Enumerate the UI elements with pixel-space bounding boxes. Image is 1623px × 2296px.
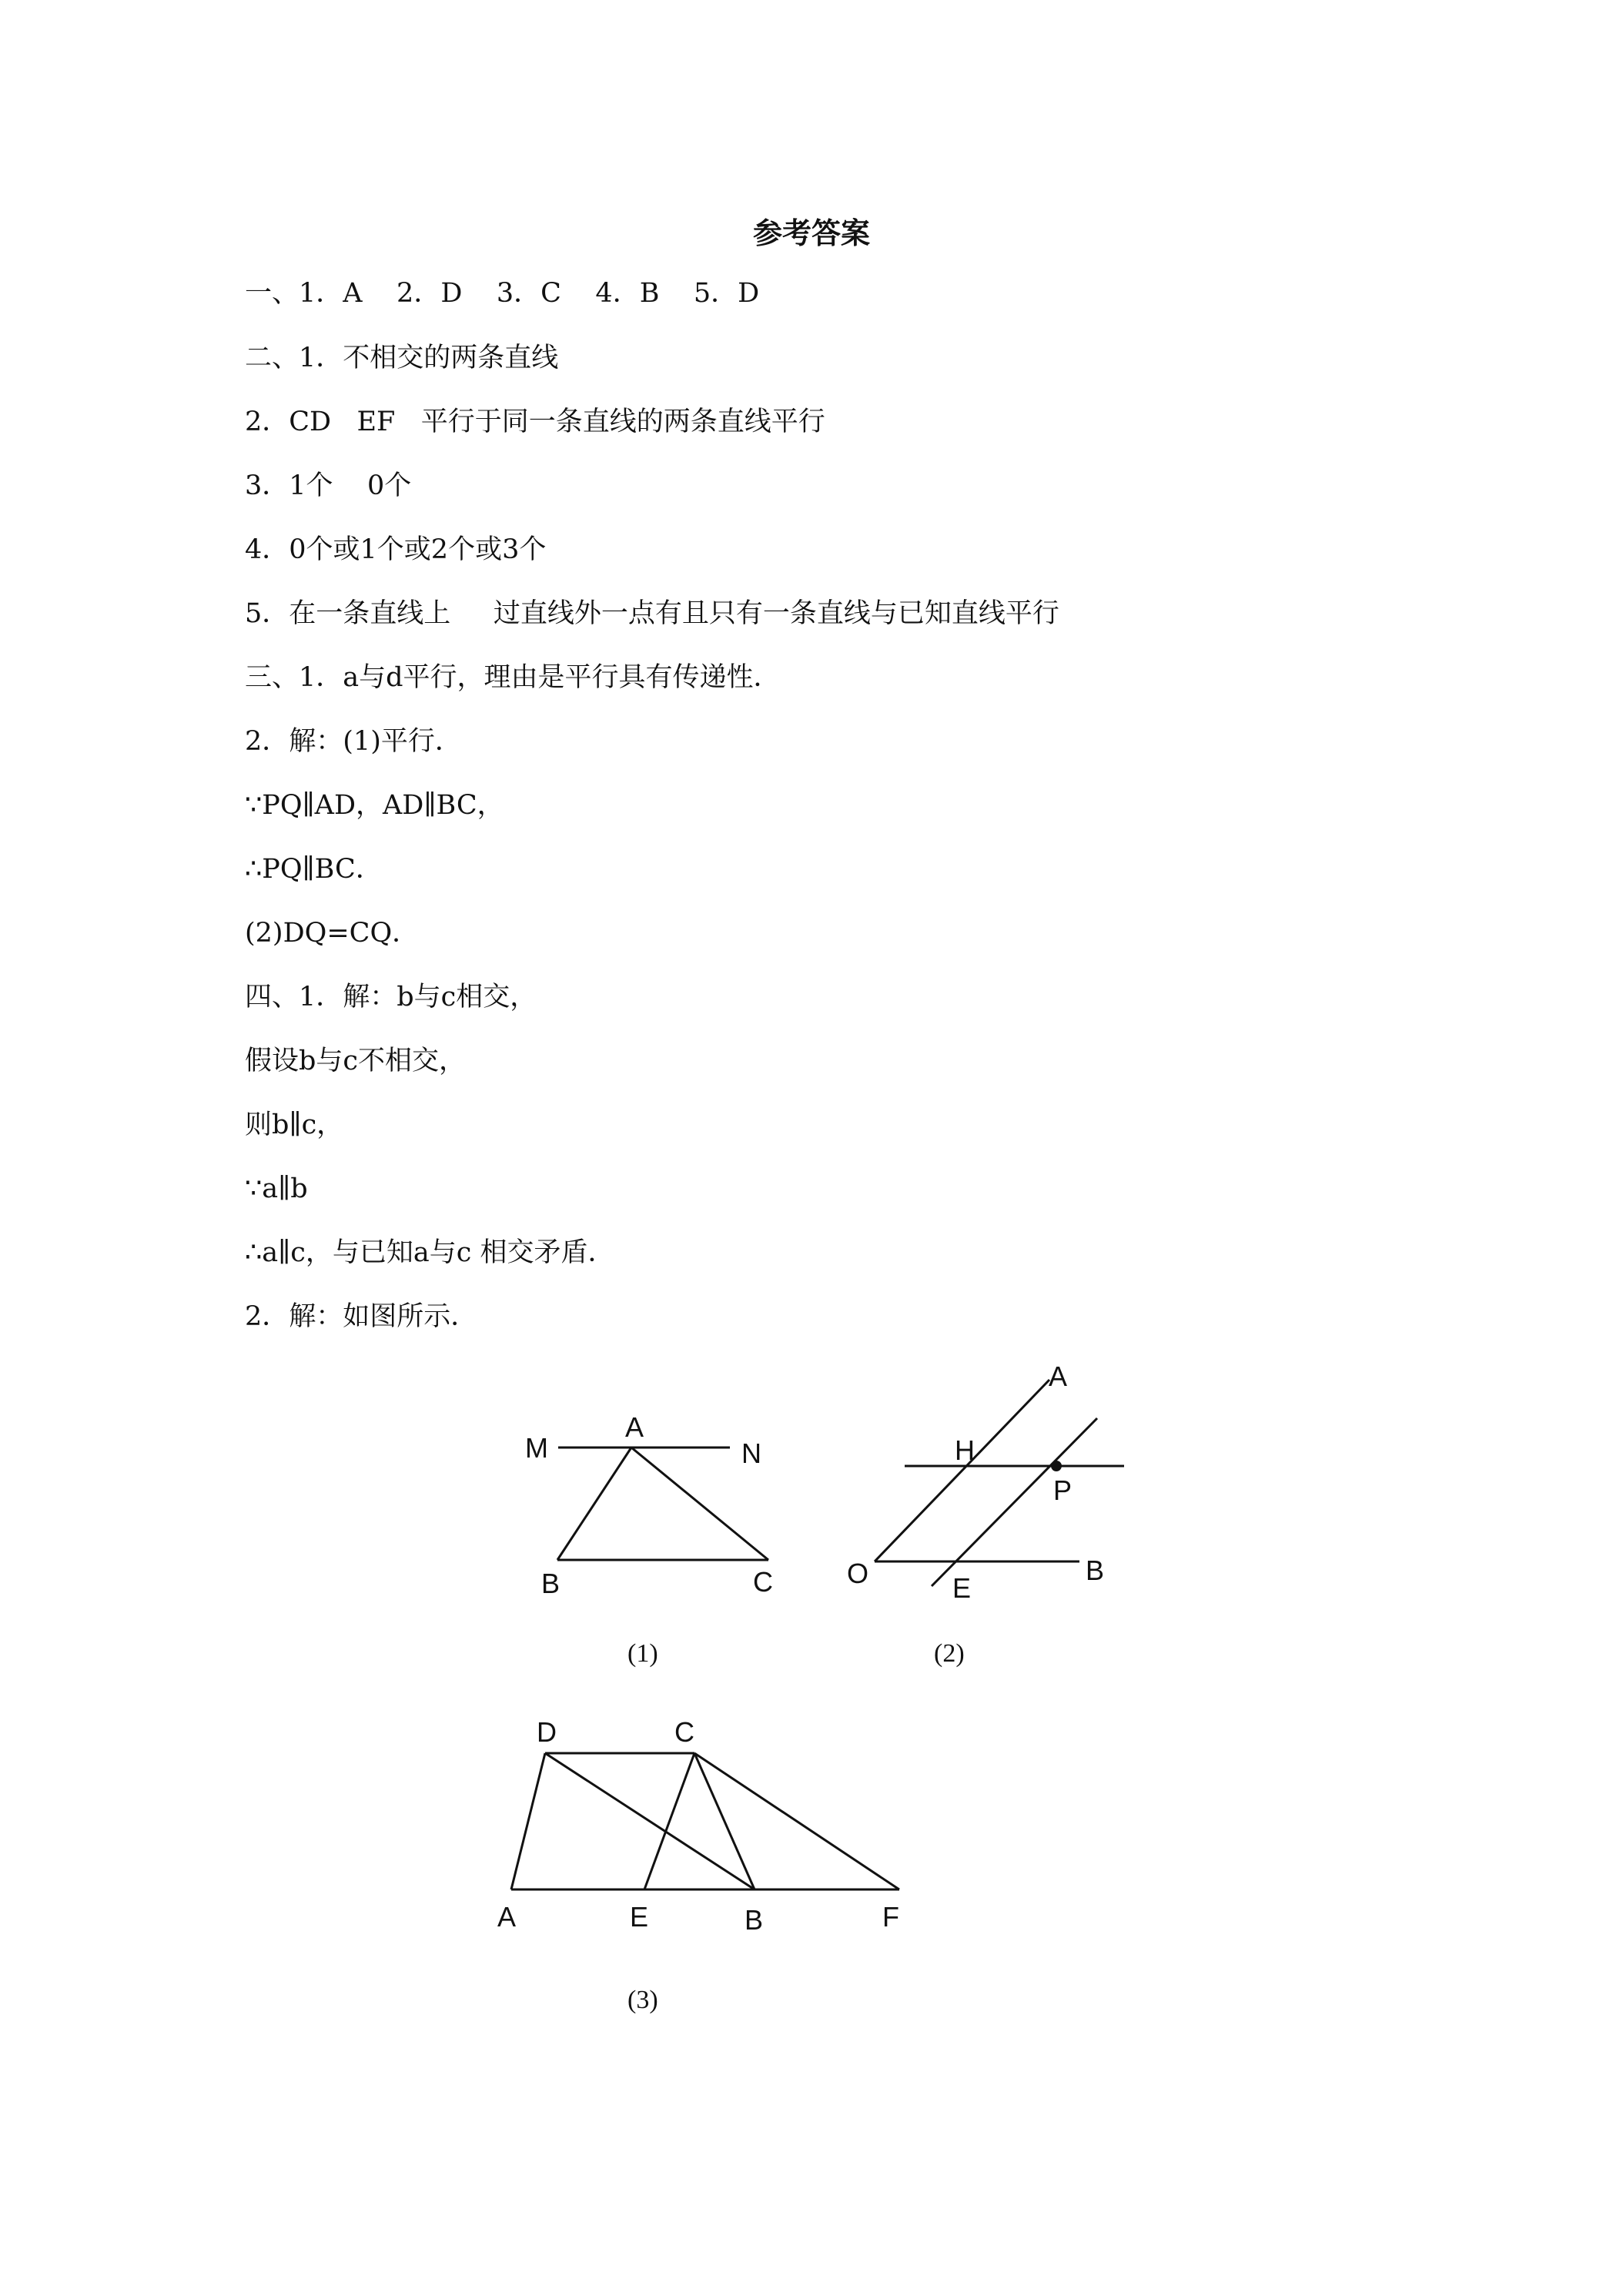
line-OA xyxy=(875,1380,1049,1561)
segment-AD xyxy=(511,1753,545,1889)
figure-1 xyxy=(525,1411,773,1668)
answer-line-15: ∵a∥b xyxy=(245,1173,308,1204)
answer-line-12: 四、1．解：b与c相交， xyxy=(245,982,537,1012)
label-B: B xyxy=(1086,1555,1105,1586)
answer-line-2: 二、1．不相交的两条直线 xyxy=(245,343,559,373)
label-C: C xyxy=(753,1566,773,1598)
answer-line-8: 2．解：(1)平行． xyxy=(245,726,462,757)
answer-line-6: 5．在一条直线上 过直线外一点有且只有一条直线与已知直线平行 xyxy=(245,598,1059,629)
answer-line-3: 2．CD EF 平行于同一条直线的两条直线平行 xyxy=(245,407,825,437)
answer-line-16: ∴a∥c，与已知a与c 相交矛盾． xyxy=(245,1237,615,1268)
answer-line-7: 三、1．a与d平行，理由是平行具有传递性． xyxy=(245,662,781,693)
figure-2 xyxy=(847,1361,1124,1668)
answer-line-1: 一、1．A 2．D 3．C 4．B 5．D xyxy=(245,278,760,309)
label-F: F xyxy=(882,1901,899,1933)
label-P: P xyxy=(1053,1474,1073,1506)
answer-line-5: 4．0个或1个或2个或3个 xyxy=(245,534,547,565)
figure-3 xyxy=(497,1716,899,2014)
answer-line-4: 3．1个 0个 xyxy=(245,470,412,501)
label-M: M xyxy=(525,1432,548,1464)
label-H: H xyxy=(955,1434,975,1466)
point-P xyxy=(1051,1461,1062,1471)
label-O: O xyxy=(847,1558,869,1589)
label-D: D xyxy=(537,1716,557,1748)
page-title: 参考答案 xyxy=(752,216,870,250)
answer-line-13: 假设b与c不相交， xyxy=(245,1046,467,1076)
answer-line-11: (2)DQ=CQ． xyxy=(245,918,420,949)
caption-3: (3) xyxy=(627,1986,658,2014)
label-A: A xyxy=(497,1901,517,1933)
answer-line-14: 则b∥c， xyxy=(245,1110,344,1140)
label-A: A xyxy=(1049,1361,1068,1392)
label-E: E xyxy=(630,1901,649,1933)
answer-line-17: 2．解：如图所示． xyxy=(245,1301,478,1332)
answer-line-9: ∵PQ∥AD，AD∥BC， xyxy=(245,790,504,821)
caption-2: (2) xyxy=(934,1639,965,1668)
caption-1: (1) xyxy=(627,1639,658,1668)
answer-line-10: ∴PQ∥BC． xyxy=(245,854,383,885)
label-C: C xyxy=(674,1716,694,1748)
label-E: E xyxy=(952,1572,972,1604)
segment-AB xyxy=(557,1448,631,1560)
label-A: A xyxy=(625,1411,644,1443)
label-N: N xyxy=(741,1438,761,1469)
label-B: B xyxy=(541,1568,561,1599)
label-B: B xyxy=(745,1904,764,1936)
